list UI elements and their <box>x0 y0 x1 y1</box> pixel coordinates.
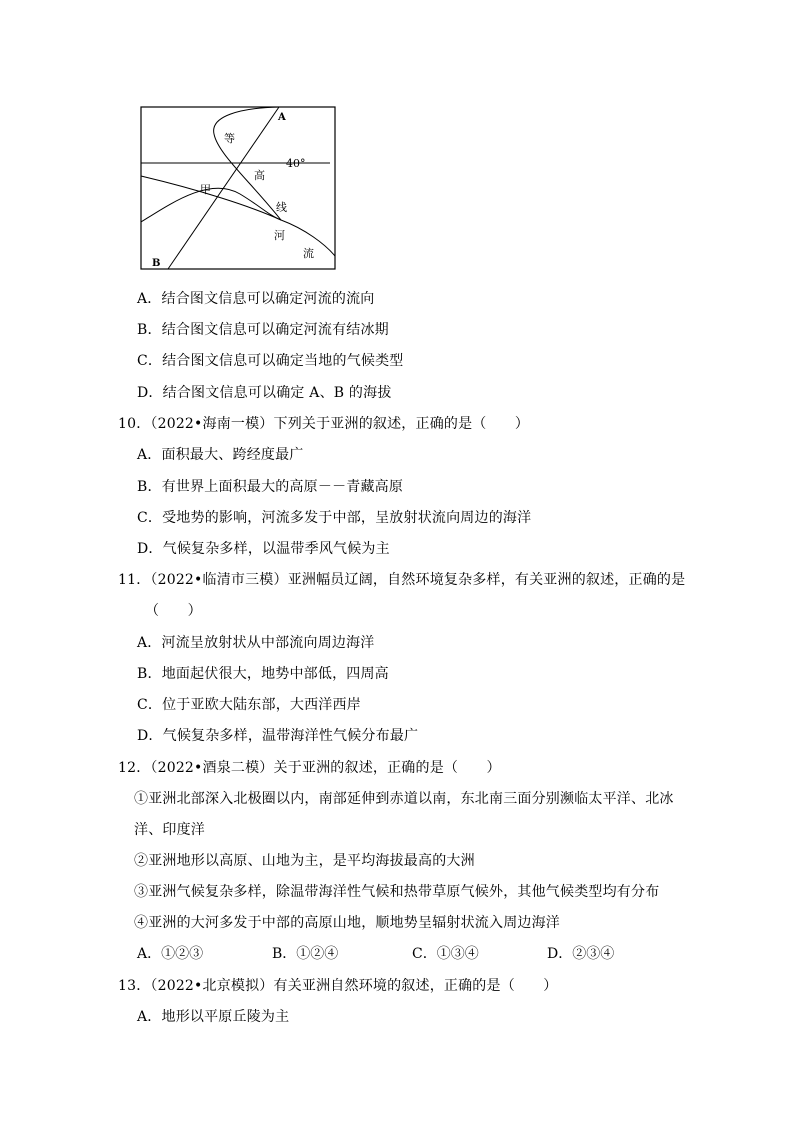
label-b: B <box>152 258 161 269</box>
q9-option-b: B．结合图文信息可以确定河流有结冰期 <box>137 322 389 338</box>
q9-option-d: D．结合图文信息可以确定 A、B 的海拔 <box>137 385 392 401</box>
q13-option-a: A．地形以平原丘陵为主 <box>137 1009 290 1025</box>
contour-river-map <box>140 106 336 270</box>
contour-river-map-figure <box>140 106 336 270</box>
q12-choice-b: B．①②④ <box>272 946 339 962</box>
q9-option-a: A．结合图文信息可以确定河流的流向 <box>137 291 375 307</box>
q10-stem: 10．（2022•海南一模）下列关于亚洲的叙述，正确的是（ ） <box>118 416 530 432</box>
q10-option-a: A．面积最大、跨经度最广 <box>137 447 304 463</box>
q10-option-b: B．有世界上面积最大的高原－－青藏高原 <box>137 479 404 495</box>
label-gao: 高 <box>254 169 265 182</box>
map-frame <box>141 107 335 269</box>
label-latitude: 40° <box>286 157 306 170</box>
q12-statement-2: ②亚洲地形以高原、山地为主，是平均海拔最高的大洲 <box>134 853 475 869</box>
q12-statement-1: ①亚洲北部深入北极圈以内，南部延伸到赤道以南，东北南三面分别濒临太平洋、北冰 <box>134 791 674 807</box>
label-liu: 流 <box>303 247 314 260</box>
q11-option-c: C．位于亚欧大陆东部，大西洋西岸 <box>137 697 361 713</box>
q13-stem: 13．（2022•北京模拟）有关亚洲自然环境的叙述，正确的是（ ） <box>118 978 558 994</box>
river-line <box>141 188 335 256</box>
q11-stem-cont: （ ） <box>145 603 202 619</box>
q12-choice-c: C．①③④ <box>412 946 479 962</box>
q12-choice-d: D．②③④ <box>547 946 615 962</box>
q11-option-b: B．地面起伏很大，地势中部低，四周高 <box>137 666 389 682</box>
label-deng: 等 <box>224 132 235 145</box>
q11-option-d: D．气候复杂多样，温带海洋性气候分布最广 <box>137 728 419 744</box>
q11-option-a: A．河流呈放射状从中部流向周边海洋 <box>137 635 375 651</box>
label-a: A <box>278 112 286 123</box>
q11-stem: 11．（2022•临清市三模）亚洲幅员辽阔，自然环境复杂多样，有关亚洲的叙述，正确的是 <box>118 572 686 588</box>
q9-option-c: C．结合图文信息可以确定当地的气候类型 <box>137 353 404 369</box>
q12-statement-4: ④亚洲的大河多发于中部的高原山地，顺地势呈辐射状流入周边海洋 <box>134 915 560 931</box>
q12-statement-1-cont: 洋、印度洋 <box>134 822 205 838</box>
label-xian: 线 <box>276 201 287 214</box>
q10-option-c: C．受地势的影响，河流多发于中部，呈放射状流向周边的海洋 <box>137 510 532 526</box>
q12-choice-a: A．①②③ <box>137 946 204 962</box>
label-he: 河 <box>274 229 285 242</box>
tributary-line <box>141 176 281 220</box>
q12-statement-3: ③亚洲气候复杂多样，除温带海洋性气候和热带草原气候外，其他气候类型均有分布 <box>134 884 660 900</box>
label-jia: 甲 <box>200 183 211 196</box>
q12-stem: 12．（2022•酒泉二模）关于亚洲的叙述，正确的是（ ） <box>118 760 501 776</box>
q12-choices <box>137 945 637 963</box>
q10-option-d: D．气候复杂多样，以温带季风气候为主 <box>137 541 390 557</box>
